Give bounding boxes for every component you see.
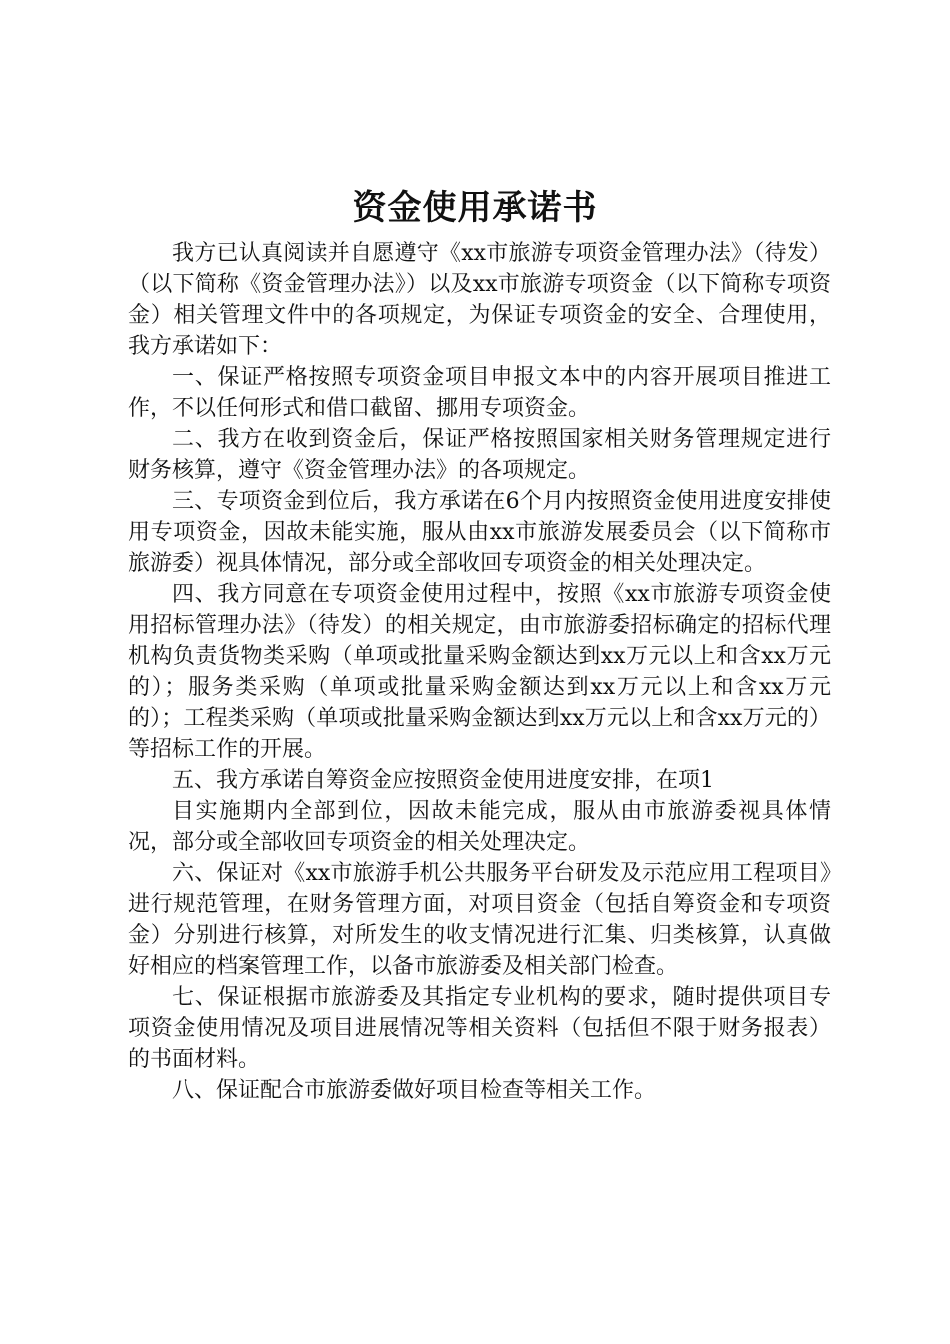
clause-2-paragraph: 二、我方在收到资金后，保证严格按照国家相关财务管理规定进行财务核算，遵守《资金管理办法》的各项规定。 [128, 427, 831, 483]
document-body [128, 238, 831, 1106]
intro-paragraph: 我方已认真阅读并自愿遵守《xx市旅游专项资金管理办法》（待发）（以下简称《资金管理办法》）以及xx市旅游专项资金（以下简称专项资金）相关管理文件中的各项规定，为保证专项资金的安全、合理使用，我方承诺如下： [128, 241, 831, 359]
clause-8-paragraph: 八、保证配合市旅游委做好项目检查等相关工作。 [172, 1078, 657, 1103]
document-title: 资金使用承诺书 [352, 188, 598, 228]
clause-6-paragraph: 六、保证对《xx市旅游手机公共服务平台研发及示范应用工程项目》进行规范管理，在财务管理方面，对项目资金（包括自筹资金和专项资金）分别进行核算，对所发生的收支情况进行汇集、归类核算，认真做好相应的档案管理工作，以备市旅游委及相关部门检查。 [128, 861, 831, 979]
clause-5-paragraph: 五、我方承诺自筹资金应按照资金使用进度安排，在项1 [172, 768, 714, 793]
clause-4-paragraph: 四、我方同意在专项资金使用过程中，按照《xx市旅游专项资金使用招标管理办法》（待发）的相关规定，由市旅游委招标确定的招标代理机构负责货物类采购（单项或批量采购金额达到xx万元以上和含xx万元的）；服务类采购（单项或批量采购金额达到xx万元以上和含xx万元的）；工程类采购（单项或批量采购金额达到xx万元以上和含xx万元的）等招标工作的开展。 [128, 582, 831, 762]
clause-3-paragraph: 三、专项资金到位后，我方承诺在6个月内按照资金使用进度安排使用专项资金，因故未能实施，服从由xx市旅游发展委员会（以下简称市旅游委）视具体情况，部分或全部收回专项资金的相关处理决定。 [128, 489, 831, 576]
clause-1-paragraph: 一、保证严格按照专项资金项目申报文本中的内容开展项目推进工作，不以任何形式和借口截留、挪用专项资金。 [128, 365, 831, 421]
clause-5-continuation-paragraph: 目实施期内全部到位，因故未能完成，服从由市旅游委视具体情况，部分或全部收回专项资金的相关处理决定。 [128, 799, 831, 855]
clause-7-paragraph: 七、保证根据市旅游委及其指定专业机构的要求，随时提供项目专项资金使用情况及项目进展情况等相关资料（包括但不限于财务报表）的书面材料。 [128, 985, 831, 1072]
